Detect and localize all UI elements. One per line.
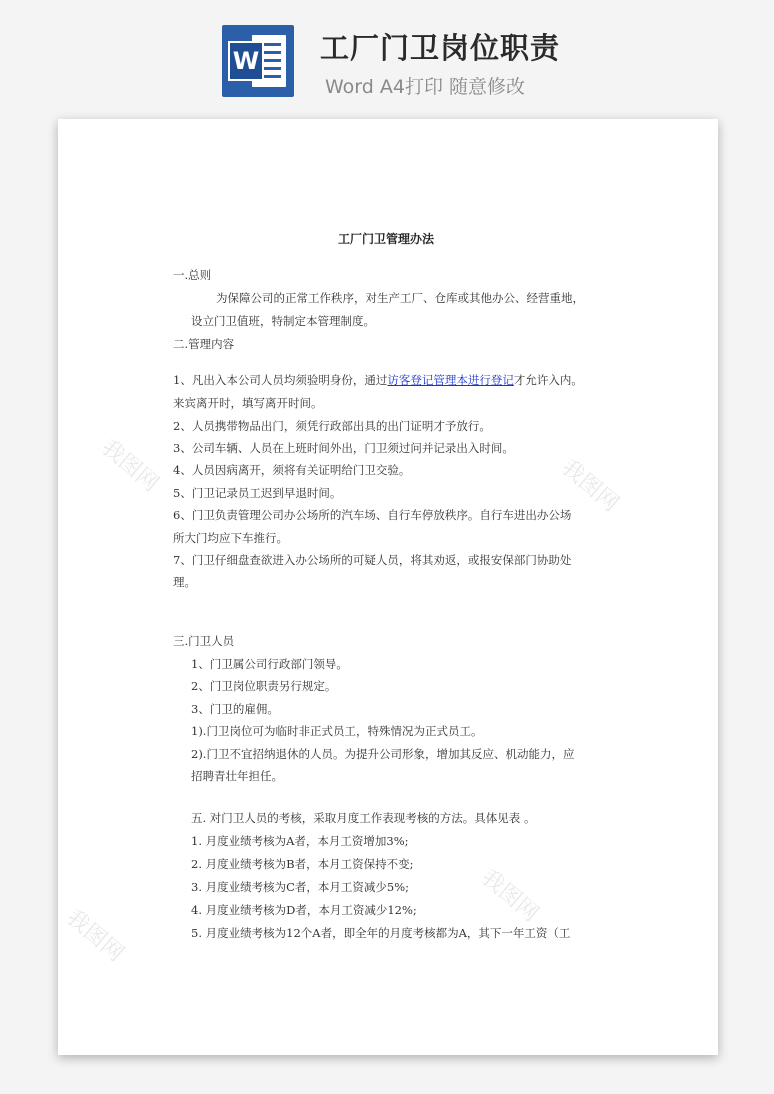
page-header xyxy=(0,0,774,110)
section-heading: 三.门卫人员 xyxy=(173,634,235,648)
paragraph-line: 设立门卫值班，特制定本管理制度。 xyxy=(191,314,375,328)
watermark: 我图网 xyxy=(476,865,544,927)
list-item: 4. 月度业绩考核为D者，本月工资减少12%; xyxy=(191,903,417,917)
document-page xyxy=(58,119,718,1055)
list-item-text: 才允许入内。 xyxy=(513,373,583,387)
list-item: 1. 月度业绩考核为A者，本月工资增加3%; xyxy=(191,834,409,848)
list-item: 5、门卫记录员工迟到早退时间。 xyxy=(173,486,342,500)
list-item: 2).门卫不宜招纳退休的人员。为提升公司形象，增加其反应、机动能力，应 xyxy=(191,747,575,761)
paragraph-line: 为保障公司的正常工作秩序，对生产工厂、仓库或其他办公、经营重地， xyxy=(216,291,584,305)
page-subtitle: Word A4打印 随意修改 xyxy=(325,76,526,98)
list-item: 1).门卫岗位可为临时非正式员工，特殊情况为正式员工。 xyxy=(191,724,483,738)
list-item-continuation: 所大门均应下车推行。 xyxy=(173,531,288,545)
list-item: 3、公司车辆、人员在上班时间外出，门卫须过问并记录出入时间。 xyxy=(173,441,514,455)
list-item: 2、门卫岗位职责另行规定。 xyxy=(191,679,337,693)
list-item: 3. 月度业绩考核为C者，本月工资减少5%; xyxy=(191,880,410,894)
list-item: 7、门卫仔细盘查欲进入办公场所的可疑人员，将其劝返，或报安保部门协助处 xyxy=(173,553,572,567)
list-item: 6、门卫负责管理公司办公场所的汽车场、自行车停放秩序。自行车进出办公场 xyxy=(173,508,572,522)
list-item-continuation: 招聘青壮年担任。 xyxy=(191,769,283,783)
list-item: 5. 月度业绩考核为12个A者，即全年的月度考核都为A，其下一年工资（工 xyxy=(191,926,571,940)
list-item: 2、人员携带物品出门，须凭行政部出具的出门证明才予放行。 xyxy=(173,419,491,433)
page-title: 工厂门卫岗位职责 xyxy=(320,31,561,65)
visitor-register-link[interactable]: 访客登记管理本进行登记 xyxy=(387,373,514,387)
list-item xyxy=(173,373,583,387)
section-heading: 一.总则 xyxy=(173,268,212,282)
list-item-continuation: 来宾离开时，填写离开时间。 xyxy=(173,396,323,410)
list-item-text: 1、凡出入本公司人员均须验明身份，通过 xyxy=(173,373,388,387)
watermark: 我图网 xyxy=(556,455,624,517)
watermark: 我图网 xyxy=(61,905,129,967)
list-item-continuation: 理。 xyxy=(173,575,196,589)
list-item: 1、门卫属公司行政部门领导。 xyxy=(191,657,348,671)
section-heading: 二.管理内容 xyxy=(173,337,235,351)
word-letter-badge: W xyxy=(228,41,264,81)
list-item: 4、人员因病离开，须将有关证明给门卫交验。 xyxy=(173,463,411,477)
watermark: 我图网 xyxy=(96,435,164,497)
section-heading: 五. 对门卫人员的考核，采取月度工作表现考核的方法。具体见表 。 xyxy=(191,811,536,825)
document-title: 工厂门卫管理办法 xyxy=(338,232,435,246)
list-item: 3、门卫的雇佣。 xyxy=(191,702,279,716)
list-item: 2. 月度业绩考核为B者，本月工资保持不变; xyxy=(191,857,414,871)
word-document-icon xyxy=(222,25,294,97)
